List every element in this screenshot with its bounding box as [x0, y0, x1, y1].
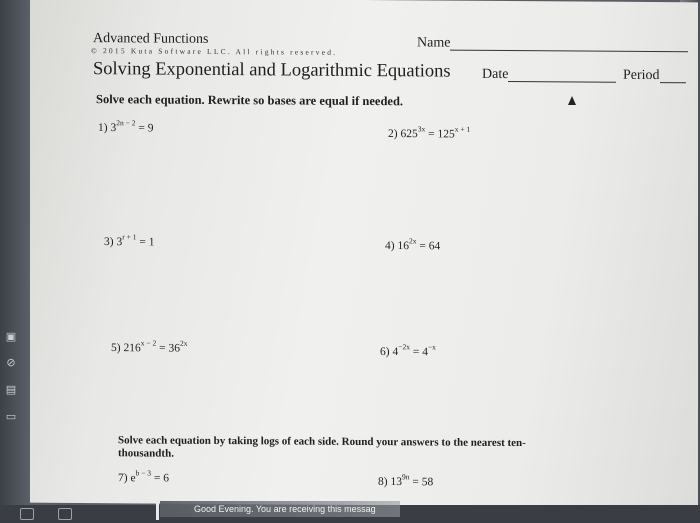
mouse-cursor-icon: [568, 96, 576, 105]
period-label: Period: [623, 67, 660, 84]
block-icon[interactable]: ⊘: [6, 356, 16, 369]
window-icon[interactable]: ▣: [5, 330, 17, 343]
problem-3: 3) $3^{r + 1} = 1$: [104, 232, 155, 249]
worksheet-paper: [30, 0, 698, 507]
calendar-icon[interactable]: ▤: [5, 383, 17, 396]
worksheet-title: Solving Exponential and Logarithmic Equations: [93, 59, 451, 82]
problem-5: 5) $216^{x - 2} = 36^{2x}$: [111, 338, 188, 355]
problem-2: 2) $625^{3x} = 125^{x + 1}$: [388, 124, 471, 141]
date-blank: [508, 81, 616, 83]
name-label: Name: [417, 35, 451, 51]
course-title: Advanced Functions: [93, 31, 209, 47]
calendar-taskbar-icon[interactable]: [58, 508, 72, 520]
problem-6: 6) $4^{-2x} = 4^{-x}$: [380, 342, 436, 359]
name-blank: [450, 50, 688, 53]
mail-icon[interactable]: [20, 508, 34, 520]
problem-4: 4) $16^{2x} = 64$: [385, 236, 441, 253]
section1-instructions: Solve each equation. Rewrite so bases are equal if needed.: [96, 92, 404, 109]
desktop-left-edge: [0, 0, 30, 523]
problem-1: 1) $3^{2n - 2} = 9$: [98, 118, 154, 135]
folder-icon[interactable]: ▭: [5, 410, 17, 423]
copyright-line: © 2015 Kuta Software LLC. All rights reserved.: [91, 46, 338, 57]
period-blank: [660, 82, 686, 83]
problem-7: 7) $e^{b - 3} = 6$: [118, 468, 170, 485]
problem-8: 8) $13^{9n} = 58$: [378, 472, 434, 489]
notification-toast[interactable]: Good Evening. You are receiving this messag: [160, 501, 400, 517]
notification-accent: [156, 500, 159, 520]
section2-instructions: Solve each equation by taking logs of each side. Round your answers to the nearest ten-thousandth.: [118, 434, 526, 460]
date-label: Date: [482, 66, 509, 83]
